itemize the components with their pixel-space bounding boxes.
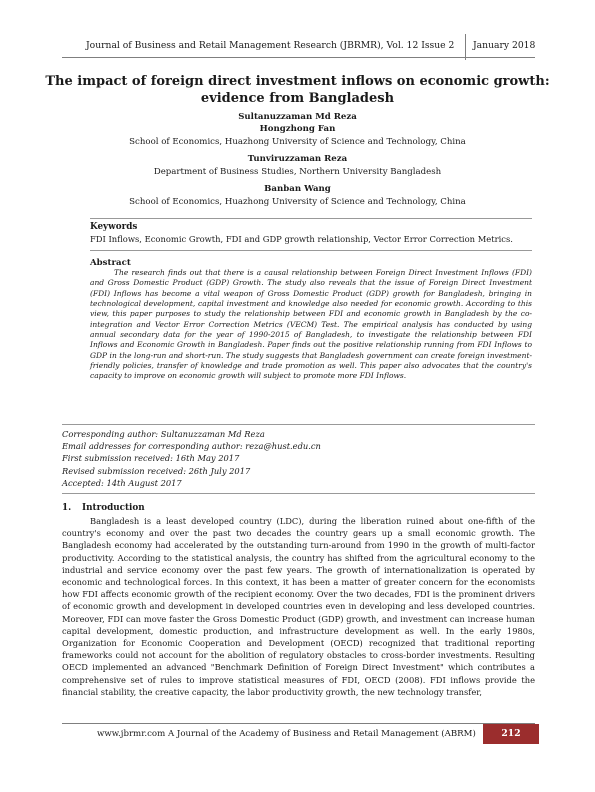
corresponding-author: Corresponding author: Sultanuzzaman Md Reza: [62, 429, 265, 439]
author-affiliation: School of Economics, Huazhong University of Science and Technology, China: [129, 137, 466, 147]
footer-text: www.jbrmr.com A Journal of the Academy of Business and Retail Management (ABRM): [97, 729, 476, 739]
meta-rule-top: [62, 424, 535, 425]
running-header-journal: Journal of Business and Retail Management Research (JBRMR), Vol. 12 Issue 2: [86, 40, 455, 51]
revised-submission-date: Revised submission received: 26th July 2017: [62, 465, 251, 476]
section-number: 1.: [62, 503, 72, 513]
page-number: 212: [501, 728, 521, 739]
author-name: Banban Wang: [264, 184, 331, 194]
abstract-heading: Abstract: [90, 258, 131, 268]
accepted-date: Accepted: 14th August 2017: [62, 477, 182, 488]
paper-title: The impact of foreign direct investment inflows on economic growth: evidence from Bangladesh: [45, 74, 550, 106]
abstract-text: The research finds out that there is a causal relationship between Foreign Direct Investment Inflows (FDI) and Gross Domestic Product (GDP) Growth. The study also reveals that the issue of Foreign Direct Investment (FDI) Inflows has become a vital weapon of Gross Domestic Product (GDP) growth for Bangladesh, bringing in technological development, capital investment and knowledge also needed for economic growth. According to this view, this paper purposes to study the relationship between FDI and economic growth in Bangladesh by the co-integration and Vector Error Correction Metrics (VECM) Test. The empirical analysis has conducted by using annual secondary data for the year of 1990-2015 of Bangladesh, to investigate the relationship between FDI Inflows and Economic Growth in Bangladesh. Paper finds out the positive relationship running from FDI Inflows to GDP in the long-run and short-run. The study suggests that Bangladesh government can create foreign investment-friendly policies, transfer of knowledge and trade promotion as well. This paper also advocates that the country's capacity to improve on economic growth will subject to promote more FDI Inflows.: [90, 268, 532, 381]
footer-rule: [62, 723, 535, 724]
section-heading: [62, 503, 145, 513]
corresponding-email: Email addresses for corresponding author: reza@hust.edu.cn: [62, 441, 321, 452]
first-submission-date: First submission received: 16th May 2017: [62, 453, 240, 464]
author-affiliation: School of Economics, Huazhong University of Science and Technology, China: [129, 197, 466, 207]
keywords-text: FDI Inflows, Economic Growth, FDI and GDP growth relationship, Vector Error Correction Metrics.: [90, 234, 513, 244]
running-header-date: January 2018: [473, 40, 536, 51]
section-title: Introduction: [82, 503, 145, 513]
author-name: Sultanuzzaman Md Reza: [238, 112, 357, 122]
author-affiliation: Department of Business Studies, Northern University Bangladesh: [153, 167, 442, 177]
meta-rule-bottom: [62, 493, 535, 494]
submission-info: [62, 428, 321, 489]
keywords-heading: Keywords: [90, 222, 138, 232]
introduction-text: Bangladesh is a least developed country (LDC), during the liberation ruined about one-fifth of the country's economy and over the past two decades the country gears up a small economic growth. The Bangladesh economy had accelerated by the outstanding turn-around from 1990 in the growth of multi-factor productivity. According to the statistical analysis, the country has shifted from the agricultural economy to the industrial and service economy over the past few years. The growth of internationalization is operated by economic and technological forces. In this context, it has been a matter of greater concern for the economists how FDI affects economic growth of the recipient economy. Over the two decades, FDI is the prominent drivers of economic growth and development in developed countries even in developing and less developed countries. Moreover, FDI can move faster the Gross Domestic Product (GDP) growth, and investment can increase human capital development, domestic production, and infrastructure development as well. In the early 1980s, Organization for Economic Cooperation and Development (OECD) recognized that traditional reporting frameworks could not account for the abolition of regulatory obstacles to cross-border investments. Resulting OECD implemented an advanced "Benchmark Definition of Foreign Direct Investment" which contributes a comprehensive set of rules to improve statistical measures of FDI, OECD (2008). FDI inflows provide the financial stability, the creative capacity, the labor productivity growth, the new technology transfer,: [62, 516, 535, 697]
header-rule: [62, 57, 535, 58]
author-name: Hongzhong Fan: [259, 124, 336, 134]
keywords-rule: [90, 218, 532, 219]
author-name: Tunviruzzaman Reza: [247, 154, 348, 164]
abstract-rule: [90, 250, 532, 251]
